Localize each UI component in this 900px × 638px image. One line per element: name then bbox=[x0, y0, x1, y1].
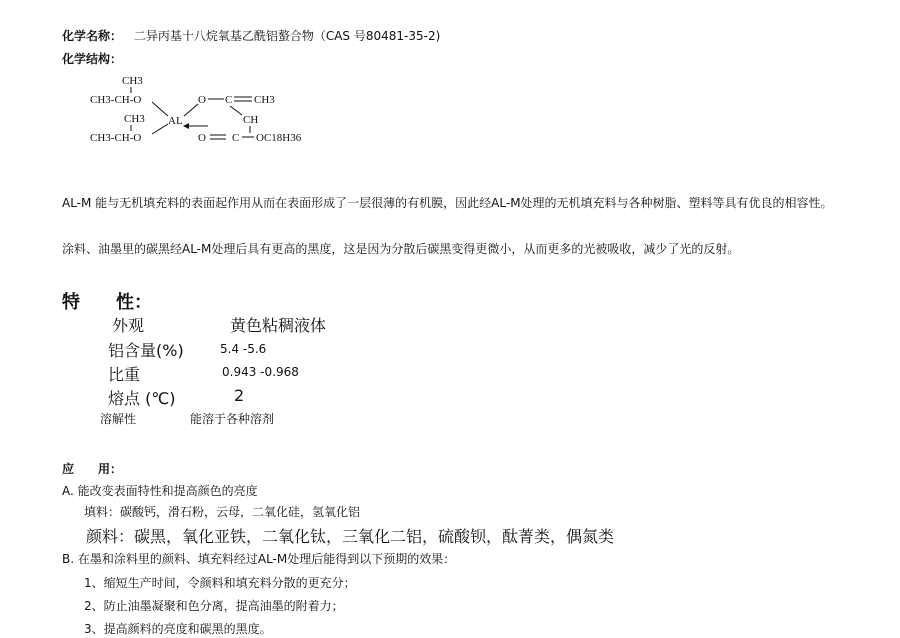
oxygen-top: O bbox=[198, 94, 206, 106]
property-value-specific-gravity: 0.943 -0.968 bbox=[222, 365, 299, 379]
row2-left-group: CH3-CH-O bbox=[90, 132, 142, 144]
oxygen-bottom: O bbox=[198, 132, 206, 144]
property-label-appearance: 外观 bbox=[112, 316, 145, 335]
ch3-top-left: CH3 bbox=[122, 75, 143, 87]
properties-heading: 特 性： bbox=[62, 292, 152, 313]
application-heading: 应 用： bbox=[62, 462, 123, 476]
oc18-group: OC18H36 bbox=[256, 132, 302, 144]
property-label-aluminum-content: 铝含量(%) bbox=[108, 341, 184, 360]
property-value-appearance: 黄色粘稠液体 bbox=[230, 316, 327, 335]
application-a-title: A. 能改变表面特性和提高颜色的亮度 bbox=[62, 484, 258, 498]
carbon-top: C bbox=[225, 94, 233, 106]
property-value-melting-point: 2 bbox=[234, 386, 245, 405]
carbon-bottom: C bbox=[232, 132, 240, 144]
application-b-item-3: 3、提高颜料的亮度和碳黑的黑度。 bbox=[84, 622, 272, 636]
aluminum-atom: AL bbox=[168, 115, 183, 127]
application-b-item-2: 2、防止油墨凝聚和色分离，提高油墨的附着力； bbox=[84, 599, 344, 613]
ch3-right: CH3 bbox=[254, 94, 275, 106]
chemical-structure-diagram bbox=[80, 68, 340, 156]
chemical-name-value: 二异丙基十八烷氧基乙酰铝螯合物（CAS 号80481-35-2) bbox=[133, 29, 441, 43]
application-a-pigments: 颜料：碳黑，氧化亚铁，二氧化钛，三氧化二铝，硫酸钡，酞菁类，偶氮类 bbox=[86, 527, 615, 546]
property-label-melting-point: 熔点 (℃) bbox=[108, 389, 176, 408]
paragraph-surface-treatment: AL-M 能与无机填充料的表面起作用从而在表面形成了一层很薄的有机膜，因此经AL-M处理的无机填充料与各种树脂、塑料等具有优良的相容性。 bbox=[62, 196, 833, 210]
chemical-structure-label: 化学结构： bbox=[62, 52, 123, 66]
ch3-mid-left: CH3 bbox=[124, 113, 145, 125]
chemical-name-label: 化学名称： bbox=[62, 29, 123, 43]
property-label-solubility: 溶解性 bbox=[100, 412, 137, 426]
property-label-specific-gravity: 比重 bbox=[108, 365, 141, 384]
property-value-solubility: 能溶于各种溶剂 bbox=[190, 412, 275, 426]
paragraph-carbon-black: 涂料、油墨里的碳黑经AL-M处理后具有更高的黑度，这是因为分散后碳黑变得更微小，从而更多的光被吸收，减少了光的反射。 bbox=[62, 242, 740, 256]
application-b-item-1: 1、缩短生产时间，令颜料和填充料分散的更充分； bbox=[84, 576, 356, 590]
ch-group: CH bbox=[243, 114, 259, 126]
chemical-name-row bbox=[62, 27, 440, 44]
application-b-title: B. 在墨和涂料里的颜料、填充料经过AL-M处理后能得到以下预期的效果： bbox=[62, 552, 456, 566]
row1-left-group: CH3-CH-O bbox=[90, 94, 142, 106]
application-a-fillers: 填料：碳酸钙，滑石粉，云母，二氧化硅，氢氧化铝 bbox=[84, 505, 361, 519]
property-value-aluminum-content: 5.4 -5.6 bbox=[220, 342, 267, 356]
